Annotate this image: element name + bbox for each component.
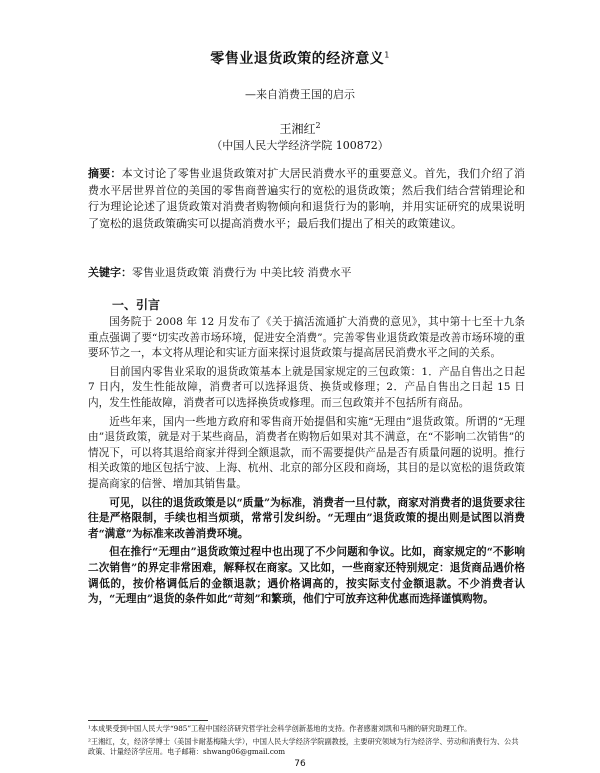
paper-title — [0, 48, 600, 68]
footnote: ¹本成果受到中国人民大学“985”工程中国经济研究哲学社会科学创新基地的支持。作者感谢刘凯和马湘的研究助理工作。 — [88, 724, 472, 733]
body-paragraph: 可见，以往的退货政策是以“质量”为标准，消费者一旦付款，商家对消费者的退货要求往往是严格限制，手续也相当烦琐，常常引发纠纷。“无理由”退货政策的提出则是试图以消费者“满意”为标准来改善消费环境。 — [88, 496, 525, 540]
title-footnote-mark: 1 — [384, 50, 390, 60]
author-name: 王湘红 — [279, 122, 316, 136]
page-number: 76 — [294, 759, 306, 769]
body-text — [88, 315, 525, 611]
paper-subtitle: —来自消费王国的启示 — [245, 88, 355, 101]
keywords-label: 关键字： — [88, 266, 132, 279]
footnotes — [88, 724, 525, 760]
abstract-label: 摘要： — [88, 167, 122, 180]
footnote-divider — [88, 720, 208, 721]
body-paragraph: 目前国内零售业采取的退货政策基本上就是国家规定的三包政策：1．产品自售出之日起 7 日内，发生性能故障，消费者可以选择退货、换货或修理；2．产品自售出之日起 15 日内，发生性能故障，消费者可以选择换货或修理。而三包政策并不包括所有商品。 — [88, 365, 525, 409]
author-affiliation: （中国人民大学经济学院 100872） — [211, 139, 389, 152]
footnote: ²王湘红，女，经济学博士（美国卡耐基梅隆大学），中国人民大学经济学院副教授，主要研究领域为行为经济学、劳动和消费行为、公共政策、计量经济学应用。电子邮箱：shwang06@gmail.com — [88, 736, 519, 756]
keywords-text: 零售业退货政策 消费行为 中美比较 消费水平 — [132, 266, 352, 279]
keywords — [88, 264, 525, 280]
section-heading: 一、引言 — [112, 298, 161, 312]
title-text: 零售业退货政策的经济意义 — [210, 51, 385, 67]
author-line — [0, 120, 600, 137]
body-paragraph: 国务院于 2008 年 12 月发布了《关于搞活流通扩大消费的意见》，其中第十七至十九条重点强调了要“切实改善市场环境，促进安全消费”。完善零售业退货政策是改善市场环境的重要环节之一，本文将从理论和实证方面来探讨退货政策与提高居民消费水平之间的关系。 — [88, 316, 525, 360]
author-footnote-mark: 2 — [315, 121, 321, 130]
abstract — [88, 166, 525, 232]
body-paragraph: 但在推行“无理由”退货政策过程中也出现了不少问题和争议。比如，商家规定的“不影响二次销售”的界定非常困难，解释权在商家。又比如，一些商家还特别规定：退货商品遇价格调低的，按价格调低后的金额退款；遇价格调高的，按实际支付金额退款。不少消费者认为，“无理由”退货的条件如此“苛刻”和繁琐，他们宁可放弃这种优惠而选择谨慎购物。 — [88, 546, 525, 606]
body-paragraph: 近些年来，国内一些地方政府和零售商开始提倡和实施“无理由”退货政策。所谓的“无理由”退货政策，就是对于某些商品，消费者在购物后如果对其不满意，在“不影响二次销售”的情况下，可以将其退给商家并得到全额退款，而不需要提供产品是否有质量问题的说明。推行相关政策的地区包括宁波、上海、杭州、北京的部分区段和商场，其目的是以宽松的退货政策提高商家的信誉、增加其销售量。 — [88, 415, 525, 490]
abstract-text: 本文讨论了零售业退货政策对扩大居民消费水平的重要意义。首先，我们介绍了消费水平居世界首位的美国的零售商普遍实行的宽松的退货政策；然后我们结合营销理论和行为理论论述了退货政策对消费者购物倾向和退货行为的影响，并用实证研究的成果说明了宽松的退货政策确实可以提高消费水平；最后我们提出了相关的政策建议。 — [88, 167, 526, 230]
